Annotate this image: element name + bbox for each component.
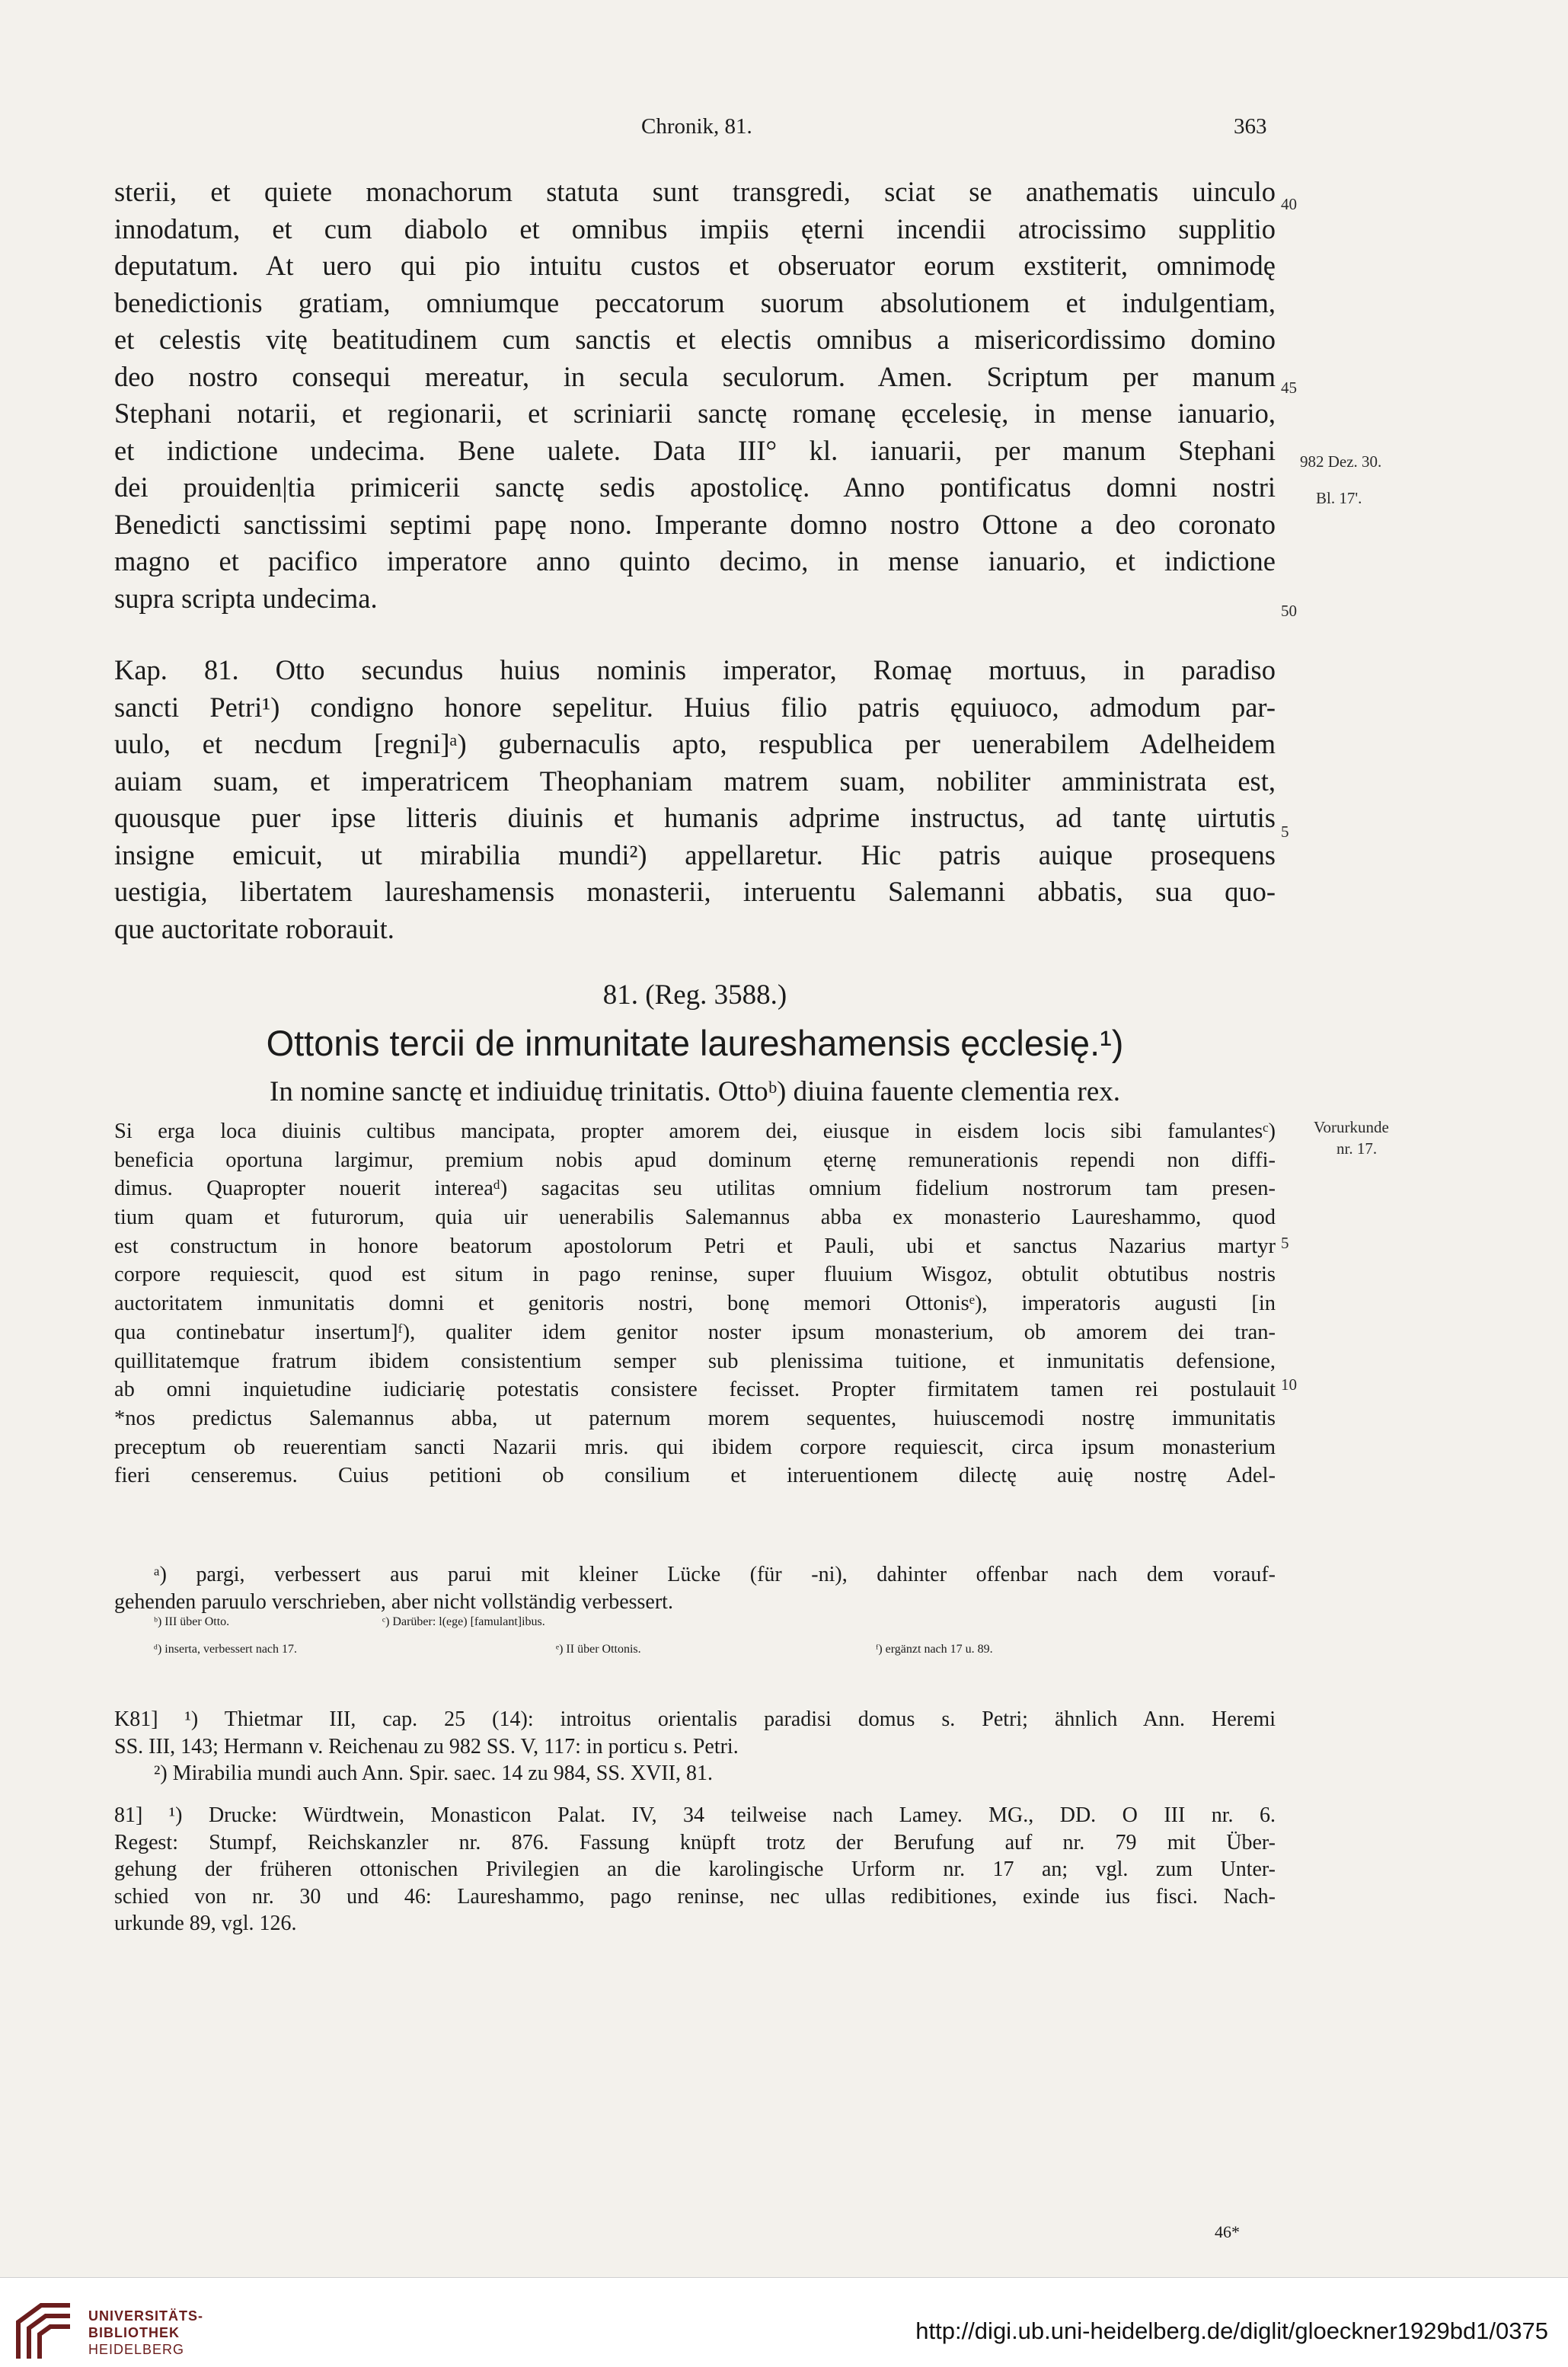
text-line: et indictione undecima. Bene ualete. Data III° kl. ianuarii, per manum Stephani [114,434,1276,466]
chronicle-text-block-1 [114,174,1276,617]
text-line: auiam suam, et imperatricem Theophaniam matrem suam, nobiliter amministrata est, [114,765,1276,797]
text-line: preceptum ob reuerentiam sancti Nazarii mris. qui ibidem corpore requiescit, circa ipsum monasterium [114,1435,1276,1459]
apparatus-note-f: ᶠ) ergänzt nach 17 u. 89. [876,1642,993,1656]
text-line: est constructum in honore beatorum apostolorum Petri et Pauli, ubi et sanctus Nazarius martyr [114,1234,1276,1258]
digitization-footer [0,2277,1568,2367]
text-line: Stephani notarii, et regionarii, et scriniarii sanctę romanę ęccelesię, in mense ianuario, [114,398,1276,429]
text-line: dimus. Quapropter nouerit intereaᵈ) sagacitas seu utilitas omnium fidelium nostrorum tam presen- [114,1177,1276,1201]
document-title: Ottonis tercii de inmunitate laureshamensis ęcclesię.¹) [266,1023,1124,1063]
text-line: benedictionis gratiam, omniumque peccatorum suorum absolutionem et indulgentiam, [114,286,1276,318]
text-line: sancti Petri¹) condigno honore sepelitur. Huius filio patris ęquiuoco, admodum par- [114,691,1276,723]
margin-date: 982 Dez. 30. [1300,452,1382,471]
critical-apparatus [114,1561,1276,1669]
apparatus-note-c: ᶜ) Darüber: l(ege) [famulant]ibus. [382,1615,545,1628]
text-line: insigne emicuit, ut mirabilia mundi²) appellaretur. Hic patris auique prosequens [114,839,1276,870]
text-line: que auctoritate roborauit. [114,912,394,944]
text-line: Benedicti sanctissimi septimi papę nono. Imperante domno nostro Ottone a deo coronato [114,508,1276,540]
text-line: corpore requiescit, quod est situm in pago reninse, super fluuium Wisgoz, obtulit obtutibus nostris [114,1263,1276,1287]
apparatus-note-e: ᵉ) II über Ottonis. [556,1642,641,1656]
margin-line-number: 5 [1281,1234,1289,1252]
text-line: deputatum. At uero qui pio intuitu custos et obseruator eorum exstiterit, omnimodę [114,250,1276,281]
apparatus-line: gehenden paruulo verschrieben, aber nicht vollständig verbessert. [114,1589,673,1614]
note-line: Regest: Stumpf, Reichskanzler nr. 876. Fassung knüpft trotz der Berufung auf nr. 79 mit Über- [114,1830,1276,1854]
commentary-notes-k81 [114,1706,1276,1787]
text-line: *nos predictus Salemannus abba, ut paternum morem sequentes, huiuscemodi nostrę immunitatis [114,1406,1276,1430]
text-line: dei prouiden|tia primicerii sanctę sedis apostolicę. Anno pontificatus domni nostri [114,471,1276,503]
margin-line-number: 50 [1281,602,1297,620]
text-line: Kap. 81. Otto secundus huius nominis imperator, Romaę mortuus, in paradiso [114,654,1276,685]
text-line: innodatum, et cum diabolo et omnibus impiis ęterni incendii atrocissimo supplitio [114,212,1276,244]
text-line: fieri censeremus. Cuius petitioni ob consilium et interuentionem dilectę auię nostrę Adel- [114,1464,1276,1488]
note-line: ²) Mirabilia mundi auch Ann. Spir. saec. 14 zu 984, SS. XVII, 81. [154,1762,713,1785]
text-line: tium quam et futurorum, quia uir uenerabilis Salemannus abba ex monasterio Laureshammo, quod [114,1206,1276,1230]
note-line: 81] ¹) Drucke: Würdtwein, Monasticon Palat. IV, 34 teilweise nach Lamey. MG., DD. O III nr. 6. [114,1803,1276,1827]
text-line: uulo, et necdum [regni]ᵃ) gubernaculis apto, respublica per uenerabilem Adelheidem [114,728,1276,759]
text-line: sterii, et quiete monachorum statuta sunt transgredi, sciat se anathematis uinculo [114,176,1276,207]
apparatus-note-d: ᵈ) inserta, verbessert nach 17. [154,1642,298,1656]
document-number-heading: 81. (Reg. 3588.) [602,979,787,1011]
margin-line-number: 5 [1281,823,1289,841]
page-number: 363 [1234,114,1267,139]
note-line: schied von nr. 30 und 46: Laureshammo, pago reninse, nec ullas redibitiones, exinde ius fisci. Nach- [114,1884,1276,1909]
library-logo-icon [11,2299,79,2365]
text-line: quillitatemque fratrum ibidem consistentium semper sub plenissima tuitione, et inmunitatis defensione, [114,1349,1276,1373]
margin-vorurkunde-nr: nr. 17. [1336,1139,1378,1158]
margin-vorurkunde: Vorurkunde [1314,1118,1389,1136]
note-line: gehung der früheren ottonischen Privilegien an die karolingische Urform nr. 17 an; vgl. zum Unter- [114,1858,1276,1881]
note-line: K81] ¹) Thietmar III, cap. 25 (14): introitus orientalis paradisi domus s. Petri; ähnlich Ann. Heremi [114,1707,1276,1731]
text-line: et celestis vitę beatitudinem cum sanctis et electis omnibus a misericordissimo domino [114,324,1276,355]
margin-line-number: 45 [1281,379,1297,397]
text-line: ab omni inquietudine iudiciarię potestatis consistere fecisset. Propter firmitatem tamen rei postulauit [114,1378,1276,1402]
text-line: beneficia oportuna largimur, premium nobis apud dominum ęternę remunerationis rependi non diffi- [114,1148,1276,1172]
text-line: uestigia, libertatem laureshamensis monasterii, interuentu Salemanni abbatis, sua quo- [114,876,1276,907]
note-line: urkunde 89, vgl. 126. [114,1912,297,1935]
sheet-signature: 46* [1215,2222,1240,2241]
text-line: deo nostro consequi mereatur, in secula seculorum. Amen. Scriptum per manum [114,360,1276,392]
chronicle-text-block-2 [114,652,1276,947]
apparatus-note-b: ᵇ) III über Otto. [154,1615,230,1628]
running-head: Chronik, 81. [641,114,752,139]
margin-line-number: 10 [1281,1375,1297,1394]
library-name-line: UNIVERSITÄTS- [88,2308,204,2324]
apparatus-line: ᵃ) pargi, verbessert aus parui mit kleiner Lücke (für -ni), dahinter offenbar nach dem vorauf- [154,1563,1276,1586]
document-invocation: In nomine sanctę et indiuiduę trinitatis. Ottoᵇ) diuina fauente clementia rex. [270,1076,1120,1107]
text-line: auctoritatem inmunitatis domni et genitoris nostri, bonę memori Ottonisᵉ), imperatoris augusti [in [114,1292,1276,1316]
text-line: magno et pacifico imperatore anno quinto decimo, in mense ianuario, et indictione [114,545,1276,577]
permalink-url[interactable]: http://digi.ub.uni-heidelberg.de/diglit/gloeckner1929bd1/0375 [915,2317,1548,2344]
commentary-notes-81 [114,1802,1276,1937]
margin-line-number: 40 [1281,195,1297,213]
apparatus-row-b-c [114,1615,1276,1643]
text-line: supra scripta undecima. [114,582,378,614]
text-line: Si erga loca diuinis cultibus mancipata, propter amorem dei, eiusque in eisdem locis sibi famulantesᶜ) [114,1120,1276,1143]
library-name-line: HEIDELBERG [88,2342,185,2357]
text-line: qua continebatur insertum]ᶠ), qualiter idem genitor noster ipsum monasterium, ob amorem dei tran- [114,1320,1276,1344]
library-name-line: BIBLIOTHEK [88,2325,180,2340]
charter-text-block [114,1117,1276,1490]
margin-folio: Bl. 17'. [1316,489,1362,507]
note-line: SS. III, 143; Hermann v. Reichenau zu 982 SS. V, 117: in porticu s. Petri. [114,1734,739,1758]
apparatus-row-d-e-f [114,1643,1276,1670]
text-line: quousque puer ipse litteris diuinis et humanis adprime instructus, ad tantę uirtutis [114,802,1276,833]
